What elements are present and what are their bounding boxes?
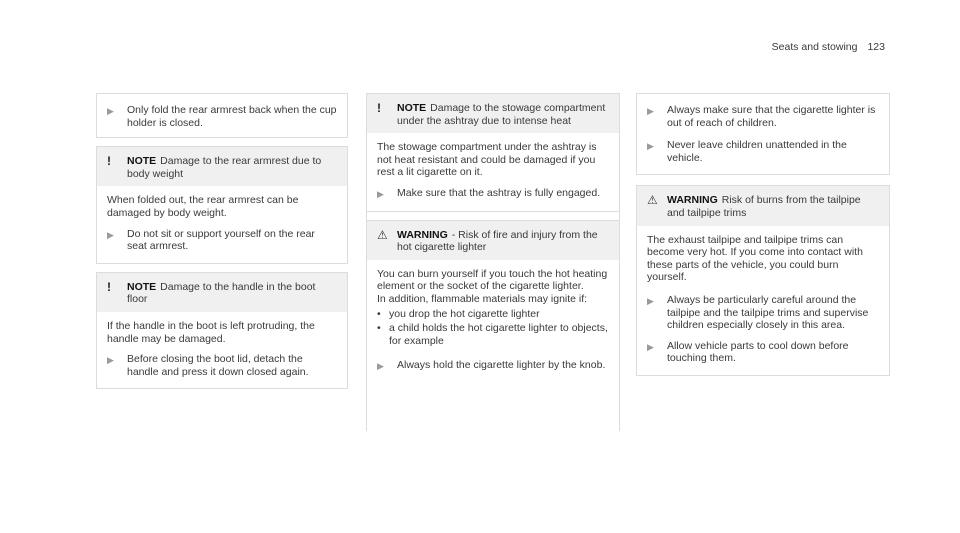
instruction-box	[96, 93, 348, 138]
instruction-text: Always make sure that the cigarette lighter is out of reach of children.	[667, 104, 876, 129]
instruction-text: Allow vehicle parts to cool down before touching them.	[667, 339, 849, 365]
column-2	[366, 93, 620, 431]
note-box	[96, 146, 348, 264]
note-text: If the handle in the boot is left protruding, the handle may be damaged.	[107, 319, 315, 345]
instruction	[637, 94, 889, 129]
note-body	[97, 186, 347, 262]
instruction	[107, 220, 337, 253]
note-label: NOTE	[127, 155, 157, 168]
exclamation-icon: !	[377, 101, 381, 115]
column-3	[636, 93, 890, 376]
warning-title: - Risk of fire and injury from the hot cigarette lighter	[397, 228, 598, 254]
arrow-icon: ▶	[647, 141, 654, 152]
note-label: NOTE	[397, 102, 427, 114]
note-title: Damage to the rear armrest due to body weight	[127, 155, 322, 180]
instruction	[97, 94, 347, 129]
instruction-text: Only fold the rear armrest back when the cup holder is closed.	[127, 104, 337, 129]
section-title: Seats and stowing	[771, 41, 858, 53]
warning-text: You can burn yourself if you touch the hot heating element or the socket of the cigarette lighter.	[377, 267, 608, 293]
arrow-icon: ▶	[107, 355, 114, 366]
arrow-icon: ▶	[647, 106, 654, 116]
note-text: The stowage compartment under the ashtray is not heat resistant and could be damaged if you rest a lit cigarette on it.	[377, 141, 597, 179]
instruction-text: Always hold the cigarette lighter by the knob.	[397, 359, 606, 372]
note-title: Damage to the handle in the boot floor	[127, 280, 316, 306]
warning-box	[636, 185, 890, 376]
page-header	[735, 41, 885, 54]
arrow-icon: ▶	[647, 341, 654, 352]
warning-body	[367, 260, 619, 383]
instruction	[647, 284, 879, 332]
warning-title: Risk of burns from the tailpipe and tailpipe trims	[667, 194, 861, 219]
warning-triangle-icon: ⚠	[647, 193, 658, 208]
note-label: NOTE	[127, 280, 157, 293]
warning-label: WARNING	[667, 194, 718, 207]
list-item: • a child holds the hot cigarette lighter to objects, for example	[377, 322, 608, 347]
warning-body	[637, 226, 889, 375]
exclamation-icon: !	[107, 279, 111, 294]
warning-label: WARNING	[397, 228, 448, 241]
warning-header	[367, 221, 619, 260]
note-body	[367, 133, 619, 210]
note-text: When folded out, the rear armrest can be damaged by body weight.	[107, 194, 299, 219]
note-body	[97, 312, 347, 388]
arrow-icon: ▶	[377, 188, 384, 199]
instruction	[647, 332, 879, 365]
note-header	[97, 273, 347, 312]
warning-header	[637, 186, 889, 225]
exclamation-icon: !	[107, 154, 111, 169]
instruction-box	[636, 93, 890, 175]
arrow-icon: ▶	[377, 361, 384, 372]
instruction-text: Before closing the boot lid, detach the handle and press it down closed again.	[127, 353, 309, 378]
arrow-icon: ▶	[107, 106, 114, 116]
note-box	[367, 93, 619, 212]
instruction	[637, 129, 889, 164]
arrow-icon: ▶	[647, 295, 654, 306]
page-number: 123	[867, 41, 885, 53]
instruction	[377, 347, 609, 373]
instruction	[377, 179, 609, 201]
instruction-text: Do not sit or support yourself on the rear seat armrest.	[127, 227, 315, 253]
instruction-text: Never leave children unattended in the vehicle.	[667, 139, 847, 164]
warning-triangle-icon: ⚠	[377, 227, 388, 242]
warning-box	[367, 220, 619, 383]
note-header	[367, 94, 619, 133]
column-1	[96, 93, 348, 389]
warning-bullets	[377, 308, 609, 348]
instruction-text: Always be particularly careful around the tailpipe and the tailpipe trims and supervise children especially closely in this area.	[667, 293, 869, 332]
instruction	[107, 345, 337, 378]
warning-text: The exhaust tailpipe and tailpipe trims can become very hot. If you come into contact with these parts of the vehicle, you could burn yourself.	[647, 233, 863, 284]
note-title: Damage to the stowage compartment under the ashtray due to intense heat	[397, 102, 606, 127]
instruction-text: Make sure that the ashtray is fully engaged.	[397, 186, 601, 199]
arrow-icon: ▶	[107, 229, 114, 240]
note-box	[96, 272, 348, 390]
warning-text: In addition, flammable materials may ignite if:	[377, 292, 588, 305]
list-item: • you drop the hot cigarette lighter	[377, 307, 540, 320]
note-header	[97, 147, 347, 186]
